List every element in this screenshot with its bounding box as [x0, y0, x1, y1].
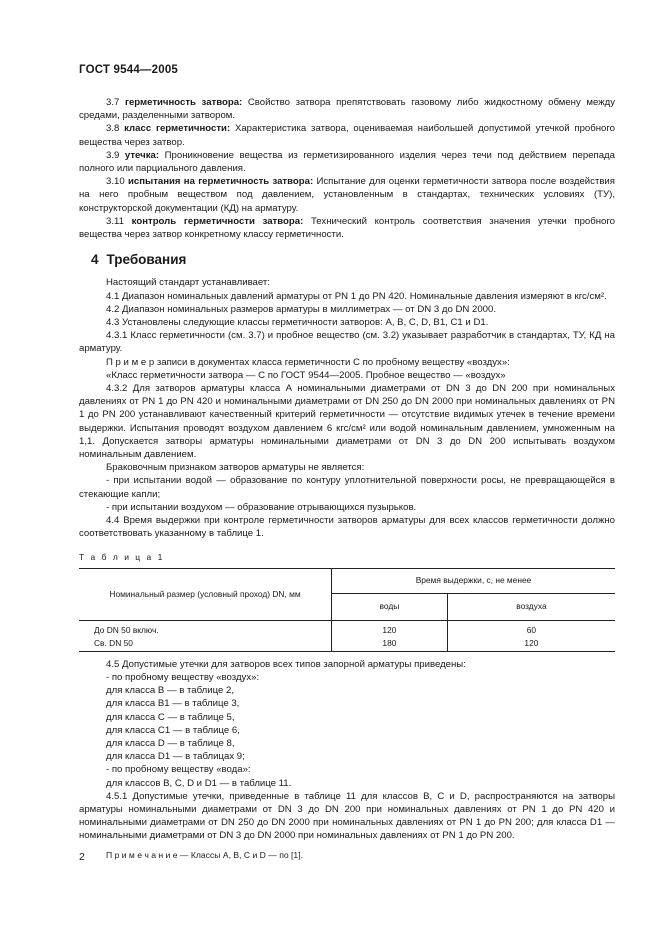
table-cell: До DN 50 включ. — [79, 620, 332, 637]
example-record: «Класс герметичности затвора — С по ГОСТ 9544—2005. Пробное вещество — «воздух» — [106, 369, 506, 381]
list-item: - при испытании воздухом — образование отрывающихся пузырьков. — [106, 501, 417, 513]
list-item: для класса D — в таблице 8, — [106, 737, 235, 749]
section-heading: 4 Требования — [91, 252, 187, 268]
table-header-air: воздуха — [447, 593, 615, 620]
paragraph: Настоящий стандарт устанавливает: — [106, 277, 270, 289]
paragraph-4-1: 4.1 Диапазон номинальных давлений арматуры от PN 1 до PN 420. Номинальные давления измеряют в кгс/см². — [106, 290, 607, 302]
list-item: для класса С — в таблице 5, — [106, 711, 235, 723]
table-cell: 180 — [332, 637, 448, 652]
table-header-time: Время выдержки, с, не менее — [332, 568, 616, 593]
definition-3-7: 3.7 герметичность затвора: Свойство затвора препятствовать газовому либо жидкостному обмену между средами, разделенными затвором. — [79, 97, 616, 122]
table-cell: 120 — [332, 620, 448, 637]
table-row — [79, 637, 615, 652]
definition-3-8: 3.8 класс герметичности: Характеристика затвора, оцениваемая наибольшей допустимой утечкой пробного вещества через затвор. — [79, 123, 616, 148]
table-header-water: воды — [332, 593, 448, 620]
list-item: - по пробному веществу «воздух»: — [106, 671, 260, 683]
definition-3-9: 3.9 утечка: Проникновение вещества из герметизированного изделия через течи под действием перепада полного или парциального давления. — [79, 149, 615, 175]
definition-3-10: 3.10 испытания на герметичность затвора: Испытание для оценки герметичности затвора после воздействия на него пробным веществом под давлением, установленным в стандартах, технических условиях (ТУ), конструкторской документации (КД) на арматуру. — [79, 176, 615, 214]
page-number: 2 — [79, 851, 85, 863]
list-item: - при испытании водой — образование по контуру уплотнительной поверхности росы, не превращающейся в стекающие капли; — [79, 475, 615, 500]
paragraph-4-5-1: 4.5.1 Допустимые утечки, приведенные в таблице 11 для классов В, С и D, распространяются на затворы арматуры номинальными диаметрами от DN 3 до DN 200 при номинальных давлениях от PN 1 до PN 420 и номинальными диаметрами от DN 250 до DN 2000 при номинальных давлениях от PN 1 до PN 200; для класса D1 — номинальными диаметрами от DN 3 до DN 2000 при номинальных давлениях от PN 1 до PN 200. — [79, 790, 615, 842]
paragraph: Браковочным признаком затворов арматуры не является: — [106, 462, 365, 474]
table-header-dn: Номинальный размер (условный проход) DN, мм — [79, 568, 332, 620]
document-header: ГОСТ 9544—2005 — [79, 64, 179, 76]
paragraph-4-5: 4.5 Допустимые утечки для затворов всех типов запорной арматуры приведены: — [106, 658, 466, 670]
paragraph-4-2: 4.2 Диапазон номинальных размеров арматуры в миллиметрах — от DN 3 до DN 2000. — [106, 303, 496, 315]
list-item: для класса D1 — в таблицах 9; — [106, 751, 245, 763]
paragraph-4-3-1: 4.3.1 Класс герметичности (см. 3.7) и пробное вещество (см. 3.2) указывает разработчик в стандартах, ТУ, КД на арматуру. — [79, 330, 615, 355]
table-cell: Св. DN 50 — [79, 637, 332, 652]
table-cell: 120 — [447, 637, 615, 652]
definition-3-11: 3.11 контроль герметичности затвора: Технический контроль соответствия значения утечки пробного вещества через затвор конкретному классу герметичности. — [79, 215, 615, 241]
list-item: для класса В1 — в таблице 3, — [106, 698, 240, 710]
list-item: для класса С1 — в таблице 6, — [106, 724, 240, 736]
table-cell: 60 — [526, 624, 537, 635]
list-item: для классов В, С, D и D1 — в таблице 11. — [106, 777, 292, 789]
paragraph-4-3-2: 4.3.2 Для затворов арматуры класса А номинальными диаметрами от DN 3 до DN 200 при номинальных давлениях от PN 1 до PN 420 и номинальными диаметрами от DN 250 до DN 2000 при номинальных давлениях от PN 1 до PN 200 устанавливают качественный критерий герметичности — отсутствие видимых утечек в течение времени выдержки. Испытания проводят воздухом давлением 6 кгс/см² или водой номинальным давлением, умноженным на 1,1. Допускается затворы арматуры номинальными диаметрами от DN 3 до DN 200 испытывать воздухом номинальным давлением. — [79, 383, 615, 461]
paragraph-4-4: 4.4 Время выдержки при контроле герметичности затворов арматуры для всех классов герметичности должно соответствовать указанному в таблице 1. — [79, 515, 615, 540]
table-row — [79, 620, 615, 637]
table-caption: Т а б л и ц а 1 — [79, 551, 165, 562]
paragraph-4-3: 4.3 Установлены следующие классы герметичности затворов: А, В, С, D, В1, С1 и D1. — [106, 317, 489, 329]
example-paragraph: П р и м е р записи в документах класса герметичности С по пробному веществу «воздух»: — [106, 356, 510, 368]
note: П р и м е ч а н и е — Классы А, В, С и D — по [1]. — [106, 849, 303, 860]
list-item: - по пробному веществу «вода»: — [106, 764, 251, 776]
list-item: для класса В — в таблице 2, — [106, 685, 235, 697]
time-table — [79, 568, 615, 652]
document-body — [79, 96, 615, 862]
